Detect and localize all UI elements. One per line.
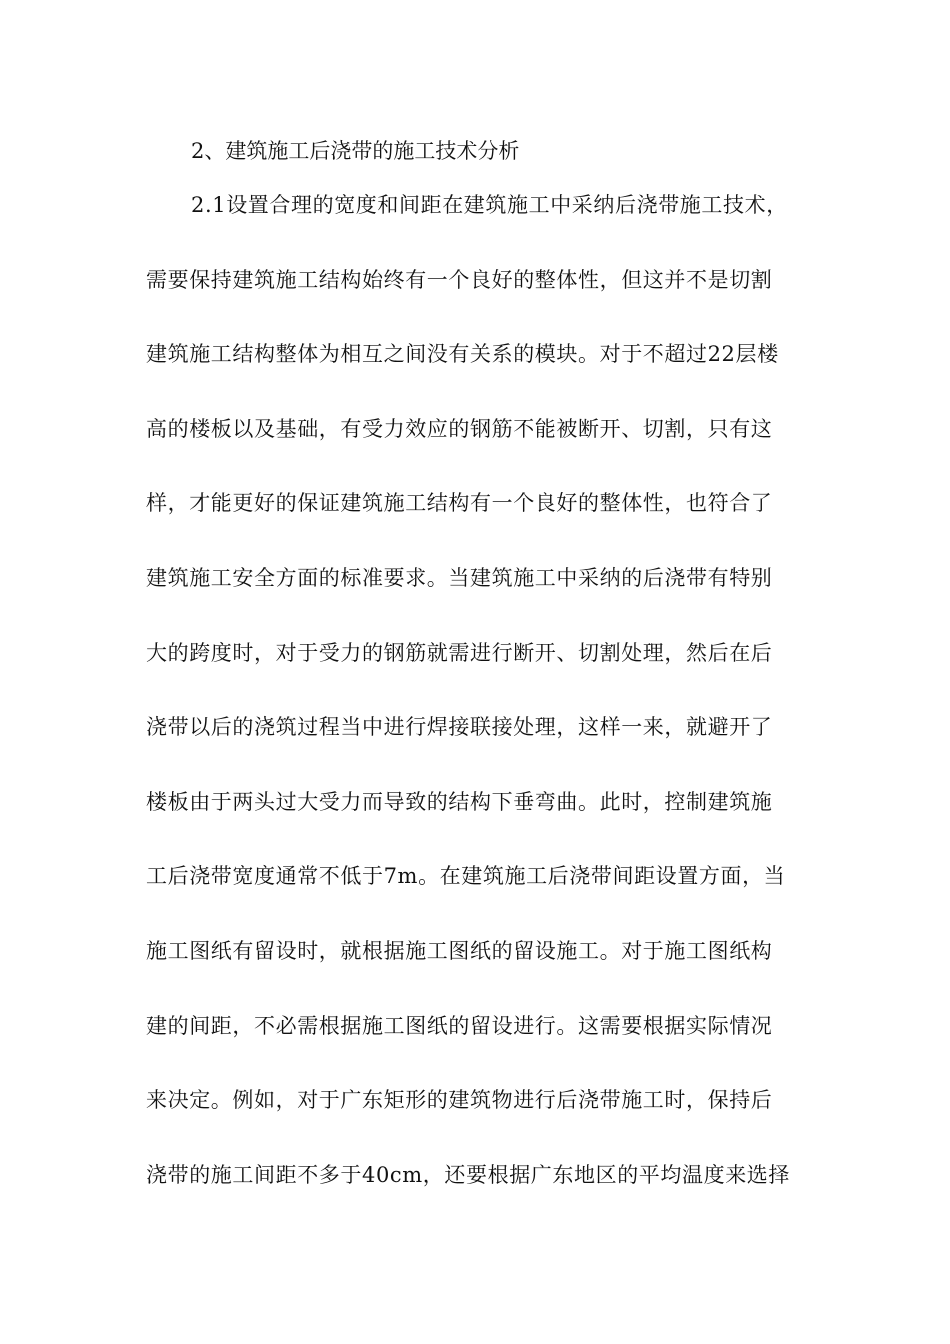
text-line: 建的间距，不必需根据施工图纸的留设进行。这需要根据实际情况 [146,1013,773,1038]
text-line: 建筑施工结构整体为相互之间没有关系的模块。对于不超过22层楼 [146,342,779,367]
section-heading: 2、建筑施工后浇带的施工技术分析 [191,139,520,163]
text-line: 2.1设置合理的宽度和间距在建筑施工中采纳后浇带施工技术， [191,193,788,217]
text-line: 工后浇带宽度通常不低于7m。在建筑施工后浇带间距设置方面，当 [146,864,786,889]
text-line: 高的楼板以及基础，有受力效应的钢筋不能被断开、切割，只有这 [146,416,773,441]
text-line: 样，才能更好的保证建筑施工结构有一个良好的整体性，也符合了 [146,491,773,516]
text-line: 浇带以后的浇筑过程当中进行焊接联接处理，这样一来，就避开了 [146,715,773,740]
text-line: 大的跨度时，对于受力的钢筋就需进行断开、切割处理，然后在后 [146,640,773,665]
text-line: 浇带的施工间距不多于40cm，还要根据广东地区的平均温度来选择 [146,1162,790,1187]
text-line: 来决定。例如，对于广东矩形的建筑物进行后浇带施工时，保持后 [146,1088,773,1113]
body-paragraph [146,168,810,1212]
text-line: 需要保持建筑施工结构始终有一个良好的整体性，但这并不是切割 [146,267,773,292]
text-line: 施工图纸有留设时，就根据施工图纸的留设施工。对于施工图纸构 [146,938,773,963]
text-line: 建筑施工安全方面的标准要求。当建筑施工中采纳的后浇带有特别 [146,565,773,590]
text-line: 楼板由于两头过大受力而导致的结构下垂弯曲。此时，控制建筑施 [146,789,773,814]
